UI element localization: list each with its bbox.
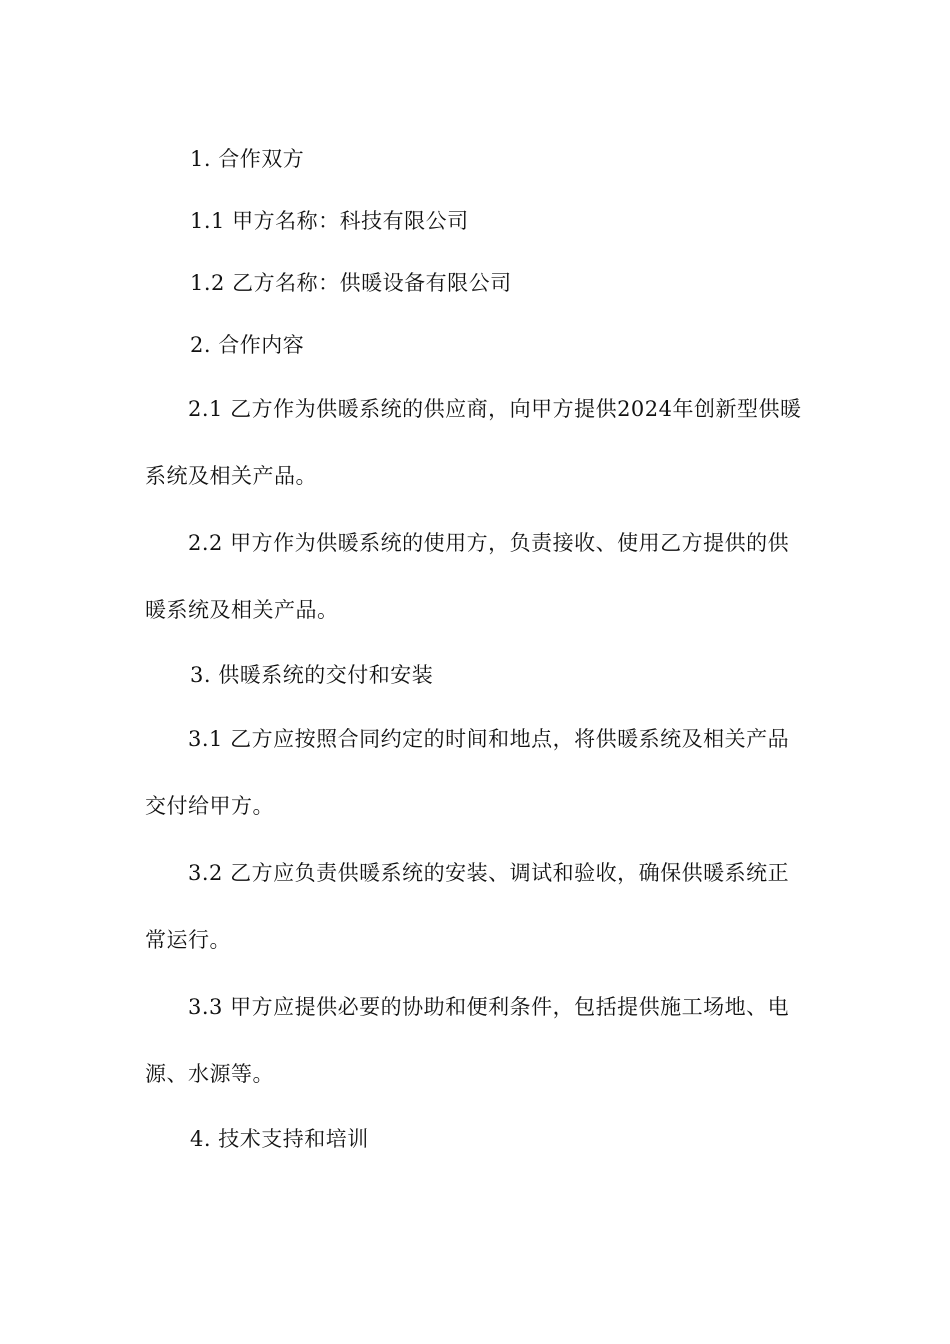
clause-1-2: 1.2 乙方名称：供暖设备有限公司 bbox=[190, 271, 512, 295]
clause-3-3: 3.3 甲方应提供必要的协助和便利条件，包括提供施工场地、电源、水源等。 bbox=[145, 995, 790, 1086]
section-heading-1: 1. 合作双方 bbox=[190, 147, 305, 171]
section-heading-2: 2. 合作内容 bbox=[190, 333, 305, 357]
clause-2-1: 2.1 乙方作为供暖系统的供应商，向甲方提供2024年创新型供暖系统及相关产品。 bbox=[145, 397, 802, 488]
section-heading-4: 4. 技术支持和培训 bbox=[190, 1127, 369, 1151]
section-heading-3: 3. 供暖系统的交付和安装 bbox=[190, 663, 434, 687]
clause-2-2: 2.2 甲方作为供暖系统的使用方，负责接收、使用乙方提供的供暖系统及相关产品。 bbox=[145, 531, 790, 622]
clause-3-2: 3.2 乙方应负责供暖系统的安装、调试和验收，确保供暖系统正常运行。 bbox=[145, 861, 790, 952]
document-body bbox=[145, 128, 810, 1170]
clause-1-1: 1.1 甲方名称：科技有限公司 bbox=[190, 209, 469, 233]
clause-3-1: 3.1 乙方应按照合同约定的时间和地点，将供暖系统及相关产品交付给甲方。 bbox=[145, 727, 790, 818]
